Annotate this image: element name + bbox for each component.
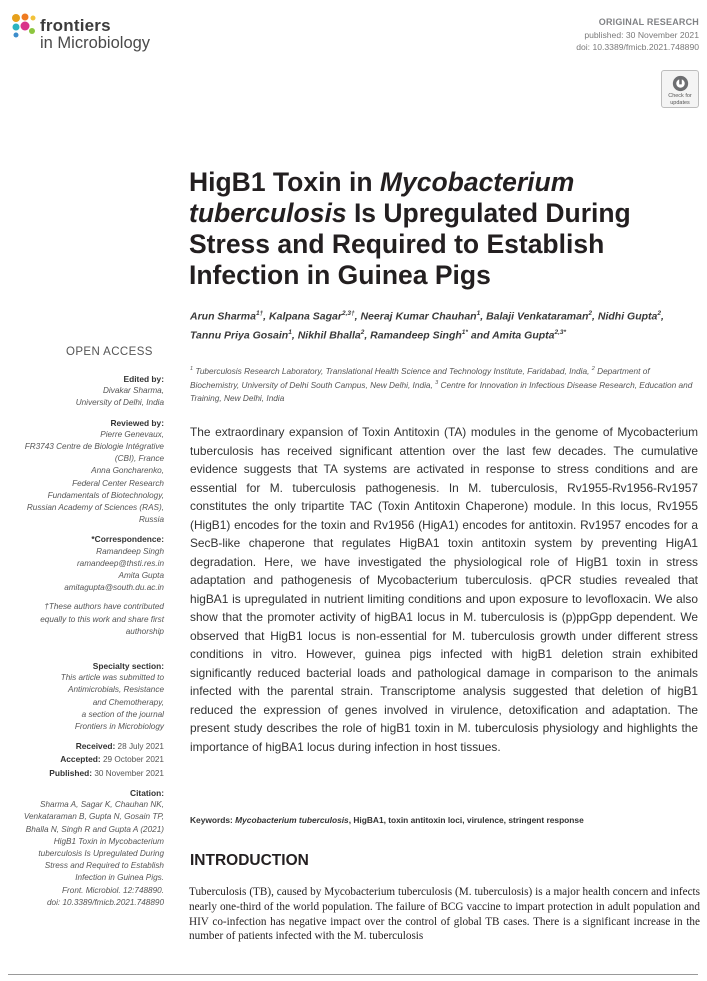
sidebar-line: authorship <box>125 626 164 636</box>
affil-3-sup: 3 <box>435 380 439 387</box>
author-affil-sup: 2 <box>657 310 661 317</box>
published-date-sidebar: 30 November 2021 <box>92 768 164 778</box>
sidebar-line: Amita Gupta <box>118 571 164 581</box>
citation-section <box>0 787 164 909</box>
correspondence-label: *Correspondence: <box>91 534 164 545</box>
sidebar-line: Frontiers in Microbiology <box>74 722 164 732</box>
journal-logo <box>10 12 180 56</box>
article-title <box>189 167 689 291</box>
author-name[interactable]: Amita Gupta <box>492 329 555 342</box>
frontiers-logo-icon <box>10 12 36 38</box>
sidebar-line: HigB1 Toxin in Mycobacterium <box>53 836 164 846</box>
reviewed-by-list <box>0 429 164 527</box>
specialty-label: Specialty section: <box>92 661 164 672</box>
author-affil-sup: 2,3* <box>554 328 567 336</box>
keywords-italic: Mycobacterium tuberculosis <box>235 815 349 825</box>
edited-by-section <box>0 373 164 410</box>
author-affil-sup: 1 <box>476 310 481 317</box>
received-date: 28 July 2021 <box>115 742 164 752</box>
contribution-note <box>0 601 164 638</box>
sidebar-line: Pierre Genevaux, <box>100 429 164 439</box>
article-meta <box>576 16 699 54</box>
sidebar-line: a section of the journal <box>81 709 164 719</box>
sidebar-line: Anna Goncharenko, <box>91 466 164 476</box>
sidebar-line: tuberculosis Is Upregulated During <box>38 848 164 858</box>
check-updates-line2: updates <box>670 100 690 106</box>
specialty-section <box>0 660 164 733</box>
sidebar-line: Russian Academy of Sciences (RAS), <box>26 503 164 513</box>
sidebar-line: Venkataraman B, Gupta N, Gosain TP, <box>23 812 164 822</box>
sidebar-line: Sharma A, Sagar K, Chauhan NK, <box>40 800 164 810</box>
published-label: Published: <box>49 767 93 778</box>
sidebar-line: Fundamentals of Biotechnology, <box>47 490 164 500</box>
article-doi[interactable]: doi: 10.3389/fmicb.2021.748890 <box>576 42 699 52</box>
open-access-label: OPEN ACCESS <box>66 346 153 358</box>
abstract <box>190 423 698 756</box>
keywords <box>190 815 700 825</box>
correspondence-section <box>0 533 164 594</box>
sidebar-line: and Chemotherapy, <box>92 697 164 707</box>
sidebar-line: Stress and Required to Establish <box>44 861 164 871</box>
affiliations <box>190 363 695 405</box>
published-date: published: 30 November 2021 <box>584 29 699 40</box>
sidebar-line: equally to this work and share first <box>40 614 164 624</box>
author-affil-sup: 2 <box>588 310 593 317</box>
affil-3: Centre for Innovation in Infectious Disease Research, Education and Training, New Delhi, India <box>190 380 693 403</box>
reviewed-by-label: Reviewed by: <box>110 417 164 428</box>
author-name[interactable]: Ramandeep Singh <box>370 329 462 342</box>
sidebar-line: Federal Center Research <box>72 478 164 488</box>
edited-by-label: Edited by: <box>123 374 164 384</box>
logo-line2: in Microbiology <box>40 34 151 52</box>
sidebar-line: Ramandeep Singh <box>96 546 164 556</box>
sidebar-line: Divakar Sharma, <box>103 386 164 396</box>
accepted-date: 29 October 2021 <box>100 755 164 765</box>
sidebar <box>0 373 164 916</box>
citation-list <box>0 799 164 909</box>
sidebar-line[interactable]: amitagupta@south.du.ac.in <box>64 583 164 593</box>
abstract-text: The extraordinary expansion of Toxin Antitoxin (TA) modules in the genome of Mycobacterium tuberculosis has received significant attention over the last few decades. The cumulative evidence suggests that TA systems are activated in response to stress conditions and are essential for M. tuberculosis pathogenesis. In M. tuberculosis, Rv1955-Rv1956-Rv1957 constitutes the only tripartite TAC (Toxin Antitoxin Chaperone) module. In this locus, Rv1955 (HigB1) encodes for the toxin and Rv1956 (HigA1) encodes for antitoxin. Rv1957 encodes for a SecB-like chaperone that regulates HigBA1 toxin antitoxin system by preventing HigA1 degradation. Here, we have investigated the physiological role of HigB1 toxin in stress adaptation and pathogenesis of Mycobacterium tuberculosis. qPCR studies revealed that higBA1 is upregulated in nutrient limiting conditions and upon exposure to levofloxacin. We also show that the promoter activity of higBA1 locus in M. tuberculosis is (p)ppGpp dependent. We observed that HigB1 locus is non-essential for M. tuberculosis growth under different stress conditions in vitro. However, guinea pigs infected with higB1 deletion strain exhibited significantly reduced bacterial loads and pathological damage in comparison to the animals infected with the parental strain. Transcriptome analysis suggested that deletion of higB1 reduced the expression of genes involved in virulence, detoxification and adaptation. The present study describes the role of higB1 toxin in M. tuberculosis physiology and highlights the importance of higBA1 locus during infection in host tissues. <box>190 425 698 754</box>
check-for-updates-button[interactable] <box>661 70 699 108</box>
accepted-label: Accepted: <box>60 754 101 765</box>
title-italic: Mycobacterium tuberculosis <box>189 167 575 228</box>
author-name[interactable]: Nikhil Bhalla <box>297 329 361 342</box>
article-type: ORIGINAL RESEARCH <box>598 17 699 27</box>
sidebar-line: University of Delhi, India <box>75 398 164 408</box>
author-affil-sup: 1† <box>255 310 264 317</box>
sidebar-line: Bhalla N, Singh R and Gupta A (2021) <box>25 824 164 834</box>
specialty-list <box>0 672 164 733</box>
sidebar-line: Russia <box>138 515 164 525</box>
affil-2-sup: 2 <box>591 366 595 372</box>
affil-2: Department of Biochemistry, University of Delhi South Campus, New Delhi, India, <box>190 365 650 391</box>
correspondence-list <box>0 546 164 595</box>
author-affil-sup: 1* <box>461 328 468 336</box>
affil-1-sup: 1 <box>190 366 194 372</box>
author-affil-sup: 1 <box>288 328 292 336</box>
introduction-text: Tuberculosis (TB), caused by Mycobacterium tuberculosis (M. tuberculosis) is a major health concern and infects nearly one-third of the world population. The failure of BCG vaccine to impart protection in adult population and HIV co-infection has negative impact over the control of global TB cases. There is a significant increase in the number of patients infected with the M. tuberculosis <box>189 886 700 943</box>
author-name[interactable]: Balaji Venkataraman <box>486 310 589 323</box>
sidebar-line: †These authors have contributed <box>44 602 164 612</box>
sidebar-line[interactable]: ramandeep@thsti.res.in <box>76 558 164 568</box>
received-label: Received: <box>75 741 116 752</box>
logo-line1: frontiers <box>40 16 111 35</box>
sidebar-line: Front. Microbiol. 12:748890. <box>62 885 164 895</box>
check-updates-line1: Check for <box>668 93 692 99</box>
reviewed-by-section <box>0 417 164 527</box>
edited-by-list <box>0 385 164 409</box>
author-affil-sup: 2 <box>360 328 365 336</box>
title-part1: HigB1 Toxin in <box>189 167 380 197</box>
dates-section <box>0 740 164 780</box>
author-name[interactable]: Arun Sharma <box>190 310 256 323</box>
title-part2: Is Upregulated During Stress and Required to Establish Infection in Guinea Pigs <box>189 198 631 290</box>
sidebar-line: doi: 10.3389/fmicb.2021.748890 <box>47 897 164 907</box>
sidebar-line: Antimicrobials, Resistance <box>67 685 164 695</box>
sidebar-line: FR3743 Centre de Biologie Intégrative <box>24 442 164 452</box>
author-list: Arun Sharma$^{1\dagger}$, Kalpana Sagar$^{2,3\dagger}$, Neeraj Kumar Chauhan$^1$, Balaji Venkataraman$^2$, Nidhi Gupta$^2$, Tannu Priya Gosain$^1$, Nikhil Bhalla$^2$, Ramandeep Singh$^{1*}$ and Amita Gupta$^{2,3*}$ <box>190 310 664 342</box>
footer-divider <box>8 974 698 975</box>
affil-1: Tuberculosis Research Laboratory, Translational Health Science and Technology Institute, Faridabad, India, <box>193 365 592 376</box>
author-affil-sup: 2,3† <box>341 310 355 317</box>
keywords-rest: , HigBA1, toxin antitoxin loci, virulence, stringent response <box>348 815 584 825</box>
citation-label: Citation: <box>130 787 164 798</box>
author-name[interactable]: Neeraj Kumar Chauhan <box>360 310 477 323</box>
keywords-label: Keywords: <box>190 815 236 825</box>
sidebar-line: This article was submitted to <box>60 673 164 683</box>
sidebar-line: Infection in Guinea Pigs. <box>75 873 164 883</box>
author-name[interactable]: Kalpana Sagar <box>269 310 342 323</box>
introduction-heading: INTRODUCTION <box>190 852 309 869</box>
author-name[interactable]: Nidhi Gupta <box>597 310 658 323</box>
sidebar-line: (CBI), France <box>114 454 164 464</box>
check-updates-icon <box>672 75 689 92</box>
author-name[interactable]: Tannu Priya Gosain <box>190 329 289 342</box>
